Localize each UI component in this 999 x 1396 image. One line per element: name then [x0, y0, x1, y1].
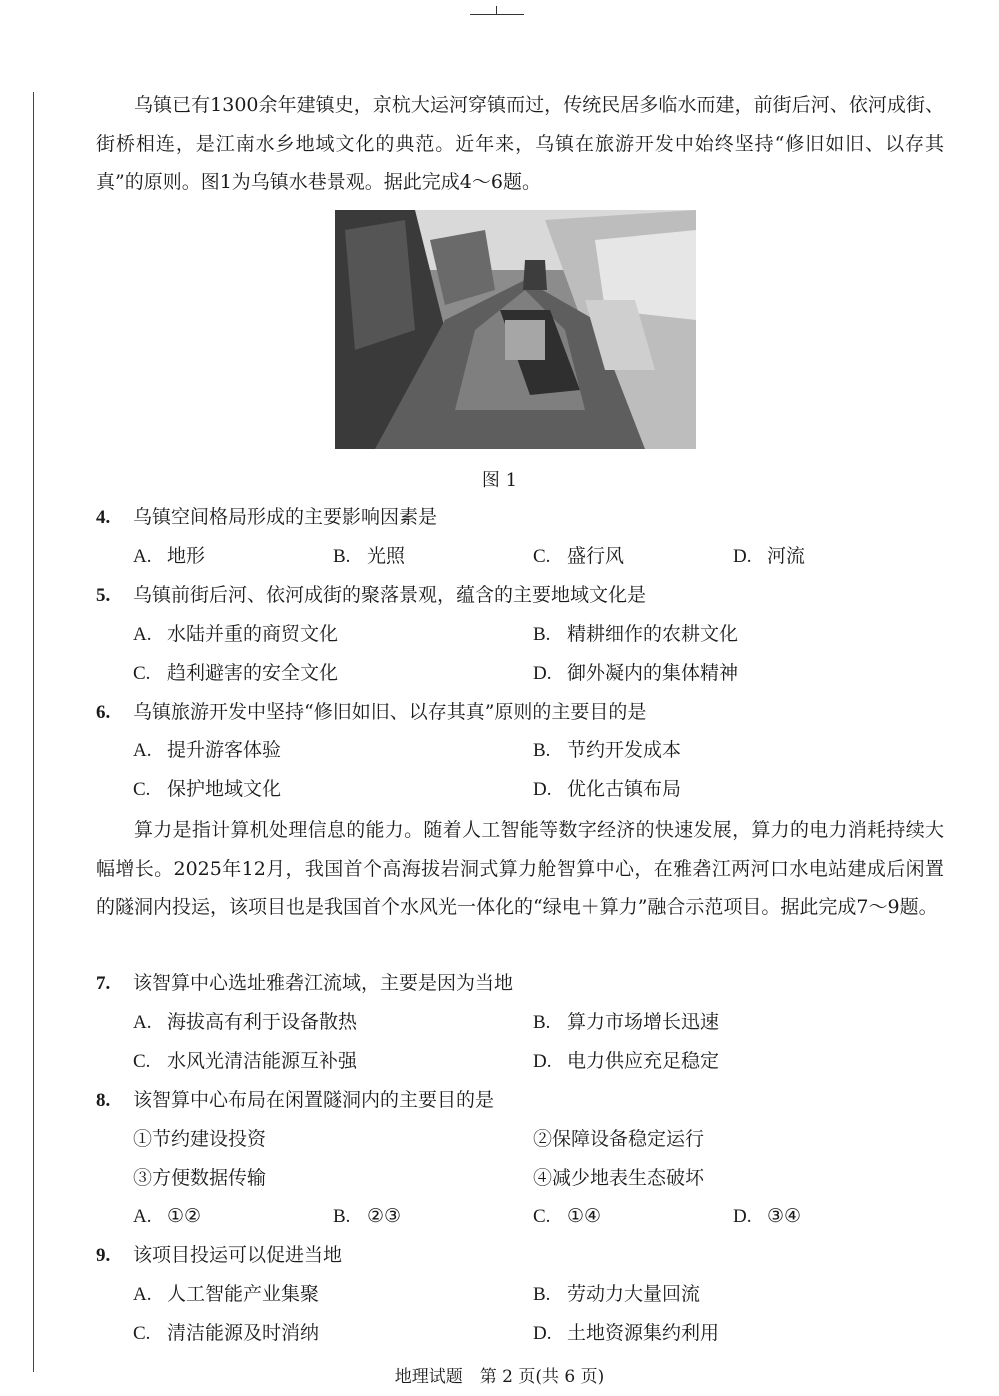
question-5: 5. 乌镇前街后河、依河成街的聚落景观，蕴含的主要地域文化是: [96, 584, 647, 606]
q4-option-d[interactable]: D. 河流: [733, 545, 806, 567]
q5-option-d[interactable]: D. 御外凝内的集体精神: [533, 662, 739, 684]
passage-computing-center: 算力是指计算机处理信息的能力。随着人工智能等数字经济的快速发展，算力的电力消耗持续大幅增长。2025年12月，我国首个高海拔岩洞式算力舱智算中心，在雅砻江两河口水电站建成后闲置的隧洞内投运，该项目也是我国首个水风光一体化的“绿电＋算力”融合示范项目。据此完成7～9题。: [96, 819, 944, 918]
q7-stem: 该智算中心选址雅砻江流域，主要是因为当地: [133, 972, 514, 994]
binding-mark: [470, 14, 524, 15]
figure-caption: 图 1: [481, 470, 518, 491]
question-4: 4. 乌镇空间格局形成的主要影响因素是: [96, 506, 438, 528]
q9-option-c[interactable]: C. 清洁能源及时消纳: [133, 1322, 320, 1344]
q8-option-b[interactable]: B. ②③: [333, 1205, 402, 1227]
question-7: 7. 该智算中心选址雅砻江流域，主要是因为当地: [96, 972, 514, 994]
figure-wuzhen-water-alley: [335, 210, 696, 449]
q7-option-c[interactable]: C. 水风光清洁能源互补强: [133, 1050, 358, 1072]
q4-stem: 乌镇空间格局形成的主要影响因素是: [133, 506, 438, 528]
q6-option-b[interactable]: B. 节约开发成本: [533, 739, 682, 761]
q5-option-a[interactable]: A. 水陆并重的商贸文化: [133, 623, 339, 645]
passage-wuzhen: 乌镇已有1300余年建镇史，京杭大运河穿镇而过，传统民居多临水而建，前街后河、依河成街、街桥相连，是江南水乡地域文化的典范。近年来，乌镇在旅游开发中始终坚持“修旧如旧、以存其真”的原则。图1为乌镇水巷景观。据此完成4～6题。: [96, 94, 944, 193]
q6-option-c[interactable]: C. 保护地域文化: [133, 778, 282, 800]
q8-option-c[interactable]: C. ①④: [533, 1205, 602, 1227]
q9-stem: 该项目投运可以促进当地: [133, 1244, 343, 1266]
q8-statement-1: ①节约建设投资: [133, 1128, 267, 1150]
q4-option-a[interactable]: A. 地形: [133, 545, 206, 567]
q5-stem: 乌镇前街后河、依河成街的聚落景观，蕴含的主要地域文化是: [133, 584, 647, 606]
q7-option-a[interactable]: A. 海拔高有利于设备散热: [133, 1011, 358, 1033]
q8-statement-3: ③方便数据传输: [133, 1167, 267, 1189]
margin-line: [33, 92, 34, 1372]
q4-option-c[interactable]: C. 盛行风: [533, 545, 625, 567]
q5-option-b[interactable]: B. 精耕细作的农耕文化: [533, 623, 739, 645]
q9-option-b[interactable]: B. 劳动力大量回流: [533, 1283, 701, 1305]
q5-option-c[interactable]: C. 趋利避害的安全文化: [133, 662, 339, 684]
q6-option-d[interactable]: D. 优化古镇布局: [533, 778, 682, 800]
page-footer: 地理试题 第 2 页(共 6 页): [394, 1367, 605, 1387]
q7-option-d[interactable]: D. 电力供应充足稳定: [533, 1050, 720, 1072]
q9-option-d[interactable]: D. 土地资源集约利用: [533, 1322, 720, 1344]
question-9: 9. 该项目投运可以促进当地: [96, 1244, 343, 1266]
question-8: 8. 该智算中心布局在闲置隧洞内的主要目的是: [96, 1089, 495, 1111]
q7-option-b[interactable]: B. 算力市场增长迅速: [533, 1011, 720, 1033]
q8-option-d[interactable]: D. ③④: [733, 1205, 802, 1227]
question-6: 6. 乌镇旅游开发中坚持“修旧如旧、以存其真”原则的主要目的是: [96, 701, 647, 723]
q8-option-a[interactable]: A. ①②: [133, 1205, 202, 1227]
q6-stem: 乌镇旅游开发中坚持“修旧如旧、以存其真”原则的主要目的是: [133, 701, 647, 723]
q9-option-a[interactable]: A. 人工智能产业集聚: [133, 1283, 320, 1305]
q4-option-b[interactable]: B. 光照: [333, 545, 406, 567]
q8-stem: 该智算中心布局在闲置隧洞内的主要目的是: [133, 1089, 495, 1111]
q6-option-a[interactable]: A. 提升游客体验: [133, 739, 282, 761]
q8-statement-2: ②保障设备稳定运行: [533, 1128, 705, 1150]
q8-statement-4: ④减少地表生态破坏: [533, 1167, 705, 1189]
